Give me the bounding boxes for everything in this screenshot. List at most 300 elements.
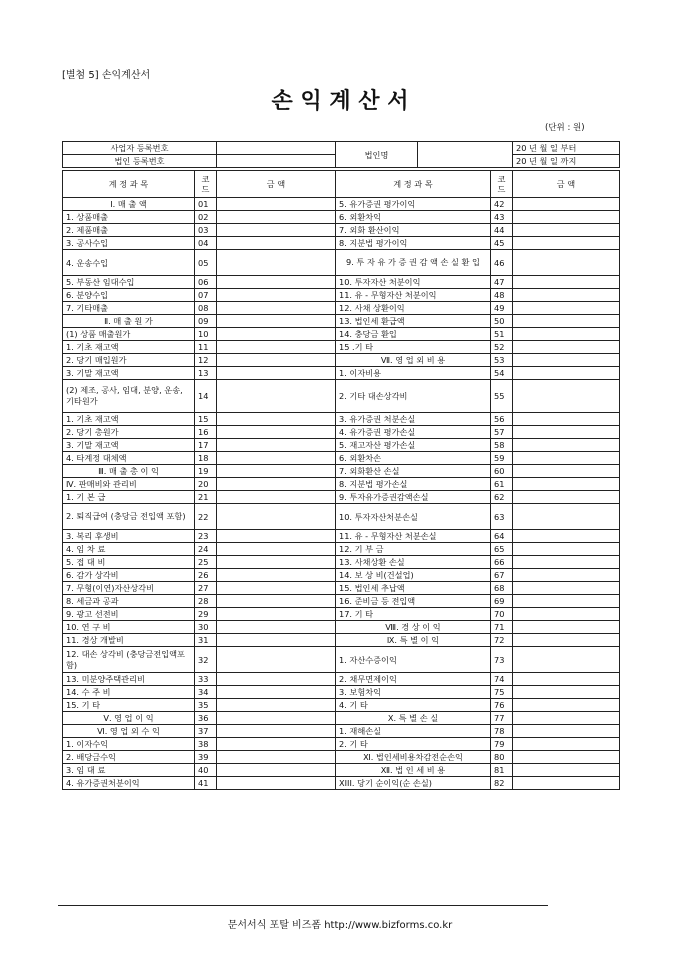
right-amount-field[interactable] (513, 699, 620, 712)
right-account: Ⅻ. 법 인 세 비 용 (336, 764, 491, 777)
right-amount-field[interactable] (513, 276, 620, 289)
right-amount-field[interactable] (513, 289, 620, 302)
left-amount-field[interactable] (217, 367, 336, 380)
left-amount-field[interactable] (217, 198, 336, 211)
left-amount-field[interactable] (217, 738, 336, 751)
right-code: 46 (491, 250, 513, 276)
right-account: 10. 투자자산 처분이익 (336, 276, 491, 289)
left-amount-field[interactable] (217, 530, 336, 543)
table-row (63, 608, 620, 621)
left-amount-field[interactable] (217, 582, 336, 595)
right-code: 66 (491, 556, 513, 569)
table-row (63, 621, 620, 634)
right-amount-field[interactable] (513, 751, 620, 764)
left-code: 07 (195, 289, 217, 302)
table-row (63, 530, 620, 543)
right-amount-field[interactable] (513, 426, 620, 439)
left-amount-field[interactable] (217, 621, 336, 634)
left-code: 09 (195, 315, 217, 328)
right-code: 67 (491, 569, 513, 582)
right-account: 15. 법인세 추납액 (336, 582, 491, 595)
table-row (63, 582, 620, 595)
right-account: XIII. 당기 순이익(순 손실) (336, 777, 491, 790)
right-code: 60 (491, 465, 513, 478)
left-account: Ⅰ. 매 출 액 (63, 198, 195, 211)
right-amount-field[interactable] (513, 380, 620, 413)
col-amount-left: 금 액 (217, 171, 336, 198)
right-amount-field[interactable] (513, 543, 620, 556)
table-row (63, 224, 620, 237)
left-code: 01 (195, 198, 217, 211)
right-code: 61 (491, 478, 513, 491)
right-account: 2. 기 타 (336, 738, 491, 751)
left-code: 35 (195, 699, 217, 712)
left-code: 05 (195, 250, 217, 276)
right-code: 50 (491, 315, 513, 328)
right-account: 10. 투자자산처분손실 (336, 504, 491, 530)
period-from[interactable]: 20 년 월 일 부터 (513, 142, 620, 155)
right-amount-field[interactable] (513, 491, 620, 504)
left-account: 5. 접 대 비 (63, 556, 195, 569)
left-amount-field[interactable] (217, 543, 336, 556)
table-row (63, 634, 620, 647)
right-amount-field[interactable] (513, 465, 620, 478)
right-amount-field[interactable] (513, 569, 620, 582)
right-account: 3. 보험차익 (336, 686, 491, 699)
left-account: 2. 퇴직급여 (충당금 전입액 포함) (63, 504, 195, 530)
attachment-label: [별첨 5] 손익계산서 (62, 70, 151, 81)
left-amount-field[interactable] (217, 751, 336, 764)
left-account: 1. 이자수익 (63, 738, 195, 751)
left-code: 34 (195, 686, 217, 699)
right-code: 48 (491, 289, 513, 302)
right-code: 64 (491, 530, 513, 543)
right-code: 79 (491, 738, 513, 751)
left-account: 3. 공사수입 (63, 237, 195, 250)
right-account: 8. 지분법 평가손실 (336, 478, 491, 491)
left-amount-field[interactable] (217, 673, 336, 686)
right-account: 5. 재고자산 평가손실 (336, 439, 491, 452)
left-code: 22 (195, 504, 217, 530)
page-title: 손 익 계 산 서 (271, 89, 409, 114)
right-account: 6. 외환차익 (336, 211, 491, 224)
left-code: 13 (195, 367, 217, 380)
left-amount-field[interactable] (217, 302, 336, 315)
table-row (63, 738, 620, 751)
left-amount-field[interactable] (217, 465, 336, 478)
right-code: 81 (491, 764, 513, 777)
table-row (63, 751, 620, 764)
col-code-left (195, 171, 217, 198)
col-amount-right: 금 액 (513, 171, 620, 198)
right-amount-field[interactable] (513, 686, 620, 699)
right-code: 77 (491, 712, 513, 725)
right-amount-field[interactable] (513, 198, 620, 211)
table-row (63, 569, 620, 582)
left-account: 4. 운송수입 (63, 250, 195, 276)
left-account: 3. 기말 재고액 (63, 439, 195, 452)
right-amount-field[interactable] (513, 452, 620, 465)
table-row (63, 276, 620, 289)
biz-reg-no-label: 사업자 등록번호 (63, 142, 217, 155)
left-amount-field[interactable] (217, 452, 336, 465)
left-code: 32 (195, 647, 217, 673)
table-row (63, 315, 620, 328)
right-account: 2. 채무면제이익 (336, 673, 491, 686)
right-amount-field[interactable] (513, 354, 620, 367)
right-amount-field[interactable] (513, 725, 620, 738)
right-code: 70 (491, 608, 513, 621)
left-account: 1. 상품매출 (63, 211, 195, 224)
right-account: Ⅸ. 특 별 이 익 (336, 634, 491, 647)
right-amount-field[interactable] (513, 673, 620, 686)
right-code: 74 (491, 673, 513, 686)
left-account: 1. 기초 재고액 (63, 413, 195, 426)
right-account: 12. 기 부 금 (336, 543, 491, 556)
left-code: 27 (195, 582, 217, 595)
right-amount-field[interactable] (513, 647, 620, 673)
right-account: 12. 사채 상환이익 (336, 302, 491, 315)
right-account: 9. 투자유가증권감액손실 (336, 491, 491, 504)
right-code: 69 (491, 595, 513, 608)
table-row (63, 725, 620, 738)
table-row (63, 439, 620, 452)
right-amount-field[interactable] (513, 712, 620, 725)
table-row (63, 250, 620, 276)
right-account: 13. 사채상환 손실 (336, 556, 491, 569)
code-bottom: 드 (497, 184, 506, 194)
right-amount-field[interactable] (513, 224, 620, 237)
right-amount-field[interactable] (513, 530, 620, 543)
right-account: 4. 유가증권 평가손실 (336, 426, 491, 439)
corp-reg-no-label: 법인 등록번호 (63, 155, 217, 168)
right-amount-field[interactable] (513, 367, 620, 380)
left-code: 16 (195, 426, 217, 439)
left-amount-field[interactable] (217, 725, 336, 738)
right-account: 1. 이자비용 (336, 367, 491, 380)
table-row (63, 237, 620, 250)
left-account: 13. 미분양주택관리비 (63, 673, 195, 686)
left-account: 6. 분양수입 (63, 289, 195, 302)
code-bottom: 드 (201, 184, 210, 194)
col-account-left: 계 정 과 목 (63, 171, 195, 198)
header-table (62, 141, 620, 168)
right-code: 49 (491, 302, 513, 315)
right-code: 71 (491, 621, 513, 634)
table-row (63, 198, 620, 211)
left-account: (2) 제조, 공사, 임대, 분양, 운송, 기타원가 (63, 380, 195, 413)
left-amount-field[interactable] (217, 250, 336, 276)
table-row (63, 367, 620, 380)
left-amount-field[interactable] (217, 478, 336, 491)
right-code: 76 (491, 699, 513, 712)
table-row (63, 504, 620, 530)
left-amount-field[interactable] (217, 413, 336, 426)
left-amount-field[interactable] (217, 491, 336, 504)
right-account: 6. 외환차손 (336, 452, 491, 465)
right-amount-field[interactable] (513, 608, 620, 621)
left-account: 7. 기타매출 (63, 302, 195, 315)
table-row (63, 673, 620, 686)
left-account: 1. 기초 재고액 (63, 341, 195, 354)
table-row (63, 354, 620, 367)
right-account: 11. 유 - 무형자산 처분이익 (336, 289, 491, 302)
left-code: 17 (195, 439, 217, 452)
right-amount-field[interactable] (513, 556, 620, 569)
footer-divider (58, 905, 548, 906)
table-row (63, 712, 620, 725)
left-amount-field[interactable] (217, 328, 336, 341)
left-amount-field[interactable] (217, 354, 336, 367)
left-code: 04 (195, 237, 217, 250)
right-amount-field[interactable] (513, 328, 620, 341)
right-amount-field[interactable] (513, 211, 620, 224)
left-account: 12. 대손 상각비 (충당금전입액포함) (63, 647, 195, 673)
left-code: 41 (195, 777, 217, 790)
right-amount-field[interactable] (513, 439, 620, 452)
right-account: 1. 재해손실 (336, 725, 491, 738)
left-amount-field[interactable] (217, 276, 336, 289)
left-amount-field[interactable] (217, 380, 336, 413)
left-code: 23 (195, 530, 217, 543)
right-code: 56 (491, 413, 513, 426)
left-amount-field[interactable] (217, 634, 336, 647)
col-code-right (491, 171, 513, 198)
left-code: 03 (195, 224, 217, 237)
left-account: 3. 복리 후생비 (63, 530, 195, 543)
left-code: 02 (195, 211, 217, 224)
left-account: 8. 세금과 공과 (63, 595, 195, 608)
left-amount-field[interactable] (217, 608, 336, 621)
right-code: 63 (491, 504, 513, 530)
right-amount-field[interactable] (513, 634, 620, 647)
left-code: 26 (195, 569, 217, 582)
left-account: 2. 당기 총원가 (63, 426, 195, 439)
left-code: 06 (195, 276, 217, 289)
right-code: 78 (491, 725, 513, 738)
table-row (63, 491, 620, 504)
right-amount-field[interactable] (513, 237, 620, 250)
left-code: 10 (195, 328, 217, 341)
right-code: 54 (491, 367, 513, 380)
right-amount-field[interactable] (513, 777, 620, 790)
right-amount-field[interactable] (513, 341, 620, 354)
left-account: 3. 기말 재고액 (63, 367, 195, 380)
right-account: 3. 유가증권 처분손실 (336, 413, 491, 426)
period-to[interactable]: 20 년 월 일 까지 (513, 155, 620, 168)
left-code: 38 (195, 738, 217, 751)
left-account: 14. 수 주 비 (63, 686, 195, 699)
table-row (63, 556, 620, 569)
right-code: 44 (491, 224, 513, 237)
left-account: 2. 당기 매입원가 (63, 354, 195, 367)
left-account: Ⅵ. 영 업 외 수 익 (63, 725, 195, 738)
left-account: 1. 기 본 급 (63, 491, 195, 504)
right-amount-field[interactable] (513, 478, 620, 491)
table-row (63, 380, 620, 413)
left-amount-field[interactable] (217, 224, 336, 237)
table-row (63, 595, 620, 608)
right-account: 1. 자산수증이익 (336, 647, 491, 673)
table-row (63, 211, 620, 224)
left-code: 20 (195, 478, 217, 491)
left-amount-field[interactable] (217, 439, 336, 452)
table-row (63, 341, 620, 354)
left-amount-field[interactable] (217, 556, 336, 569)
left-account: 3. 임 대 료 (63, 764, 195, 777)
table-row (63, 413, 620, 426)
right-code: 43 (491, 211, 513, 224)
biz-reg-no-field[interactable] (217, 142, 336, 155)
left-code: 14 (195, 380, 217, 413)
left-code: 12 (195, 354, 217, 367)
left-account: 5. 부동산 임대수입 (63, 276, 195, 289)
footer-text: 문서서식 포탈 비즈폼 http://www.bizforms.co.kr (227, 920, 453, 931)
table-row (63, 764, 620, 777)
left-code: 21 (195, 491, 217, 504)
left-account: Ⅱ. 매 출 원 가 (63, 315, 195, 328)
left-code: 11 (195, 341, 217, 354)
left-code: 31 (195, 634, 217, 647)
left-amount-field[interactable] (217, 426, 336, 439)
left-amount-field[interactable] (217, 595, 336, 608)
table-row (63, 777, 620, 790)
right-code: 42 (491, 198, 513, 211)
left-account: 4. 유가증권처분이익 (63, 777, 195, 790)
left-amount-field[interactable] (217, 686, 336, 699)
left-code: 18 (195, 452, 217, 465)
left-amount-field[interactable] (217, 777, 336, 790)
left-account: 15. 기 타 (63, 699, 195, 712)
income-statement-table (62, 170, 620, 790)
left-amount-field[interactable] (217, 699, 336, 712)
left-account: 11. 경상 개발비 (63, 634, 195, 647)
right-account: 2. 기타 대손상각비 (336, 380, 491, 413)
left-account: 9. 광고 선전비 (63, 608, 195, 621)
table-row (63, 452, 620, 465)
corp-name-label: 법인명 (336, 142, 418, 168)
table-row (63, 686, 620, 699)
left-amount-field[interactable] (217, 237, 336, 250)
right-account: Ⅺ. 법인세비용차감전순손익 (336, 751, 491, 764)
right-account: Ⅷ. 경 상 이 익 (336, 621, 491, 634)
right-account: X. 특 별 손 실 (336, 712, 491, 725)
right-code: 47 (491, 276, 513, 289)
right-code: 82 (491, 777, 513, 790)
right-amount-field[interactable] (513, 582, 620, 595)
left-account: 6. 감가 상각비 (63, 569, 195, 582)
unit-label: (단위 : 원) (545, 123, 585, 133)
right-amount-field[interactable] (513, 504, 620, 530)
code-top: 코 (497, 174, 506, 184)
left-amount-field[interactable] (217, 764, 336, 777)
right-account: 5. 유가증권 평가이익 (336, 198, 491, 211)
right-account: 4. 기 타 (336, 699, 491, 712)
right-code: 52 (491, 341, 513, 354)
corp-reg-no-field[interactable] (217, 155, 336, 168)
right-amount-field[interactable] (513, 302, 620, 315)
right-amount-field[interactable] (513, 595, 620, 608)
right-code: 58 (491, 439, 513, 452)
right-account: 8. 지분법 평가이익 (336, 237, 491, 250)
table-row (63, 465, 620, 478)
left-amount-field[interactable] (217, 712, 336, 725)
right-code: 51 (491, 328, 513, 341)
right-account: 11. 유 - 무형자산 처분손실 (336, 530, 491, 543)
left-code: 33 (195, 673, 217, 686)
right-code: 57 (491, 426, 513, 439)
left-amount-field[interactable] (217, 315, 336, 328)
left-account: 7. 무형(이연)자산상각비 (63, 582, 195, 595)
right-account: 14. 보 상 비(건설업) (336, 569, 491, 582)
left-code: 29 (195, 608, 217, 621)
right-account: 9. 투 자 유 가 증 권 감 액 손 실 환 입 (336, 250, 491, 276)
right-account: 7. 외화환산 손실 (336, 465, 491, 478)
left-amount-field[interactable] (217, 211, 336, 224)
left-code: 28 (195, 595, 217, 608)
left-code: 36 (195, 712, 217, 725)
left-account: 4. 임 차 료 (63, 543, 195, 556)
right-account: 17. 기 타 (336, 608, 491, 621)
right-account: 7. 외화 환산이익 (336, 224, 491, 237)
corp-name-field[interactable] (418, 142, 513, 168)
left-code: 25 (195, 556, 217, 569)
table-row (63, 478, 620, 491)
right-account: 15 .기 타 (336, 341, 491, 354)
left-code: 40 (195, 764, 217, 777)
right-amount-field[interactable] (513, 621, 620, 634)
table-row (63, 647, 620, 673)
right-code: 45 (491, 237, 513, 250)
right-account: 14. 충당금 환입 (336, 328, 491, 341)
left-account: 2. 제품매출 (63, 224, 195, 237)
right-code: 65 (491, 543, 513, 556)
left-account: 2. 배당금수익 (63, 751, 195, 764)
right-amount-field[interactable] (513, 764, 620, 777)
left-code: 08 (195, 302, 217, 315)
left-code: 19 (195, 465, 217, 478)
left-amount-field[interactable] (217, 569, 336, 582)
col-account-right: 계 정 과 목 (336, 171, 491, 198)
table-row (63, 543, 620, 556)
left-code: 37 (195, 725, 217, 738)
left-amount-field[interactable] (217, 504, 336, 530)
right-amount-field[interactable] (513, 413, 620, 426)
right-code: 75 (491, 686, 513, 699)
table-row (63, 426, 620, 439)
right-amount-field[interactable] (513, 250, 620, 276)
right-code: 68 (491, 582, 513, 595)
left-amount-field[interactable] (217, 341, 336, 354)
left-account: Ⅲ. 매 출 총 이 익 (63, 465, 195, 478)
right-code: 80 (491, 751, 513, 764)
right-account: 16. 준비금 등 전입액 (336, 595, 491, 608)
left-account: (1) 상품 매출원가 (63, 328, 195, 341)
table-row (63, 328, 620, 341)
right-account: Ⅶ. 영 업 외 비 용 (336, 354, 491, 367)
left-account: Ⅳ. 판매비와 관리비 (63, 478, 195, 491)
right-code: 62 (491, 491, 513, 504)
left-amount-field[interactable] (217, 289, 336, 302)
right-code: 72 (491, 634, 513, 647)
right-code: 55 (491, 380, 513, 413)
left-code: 30 (195, 621, 217, 634)
left-amount-field[interactable] (217, 647, 336, 673)
right-amount-field[interactable] (513, 315, 620, 328)
left-code: 39 (195, 751, 217, 764)
table-row (63, 289, 620, 302)
right-amount-field[interactable] (513, 738, 620, 751)
